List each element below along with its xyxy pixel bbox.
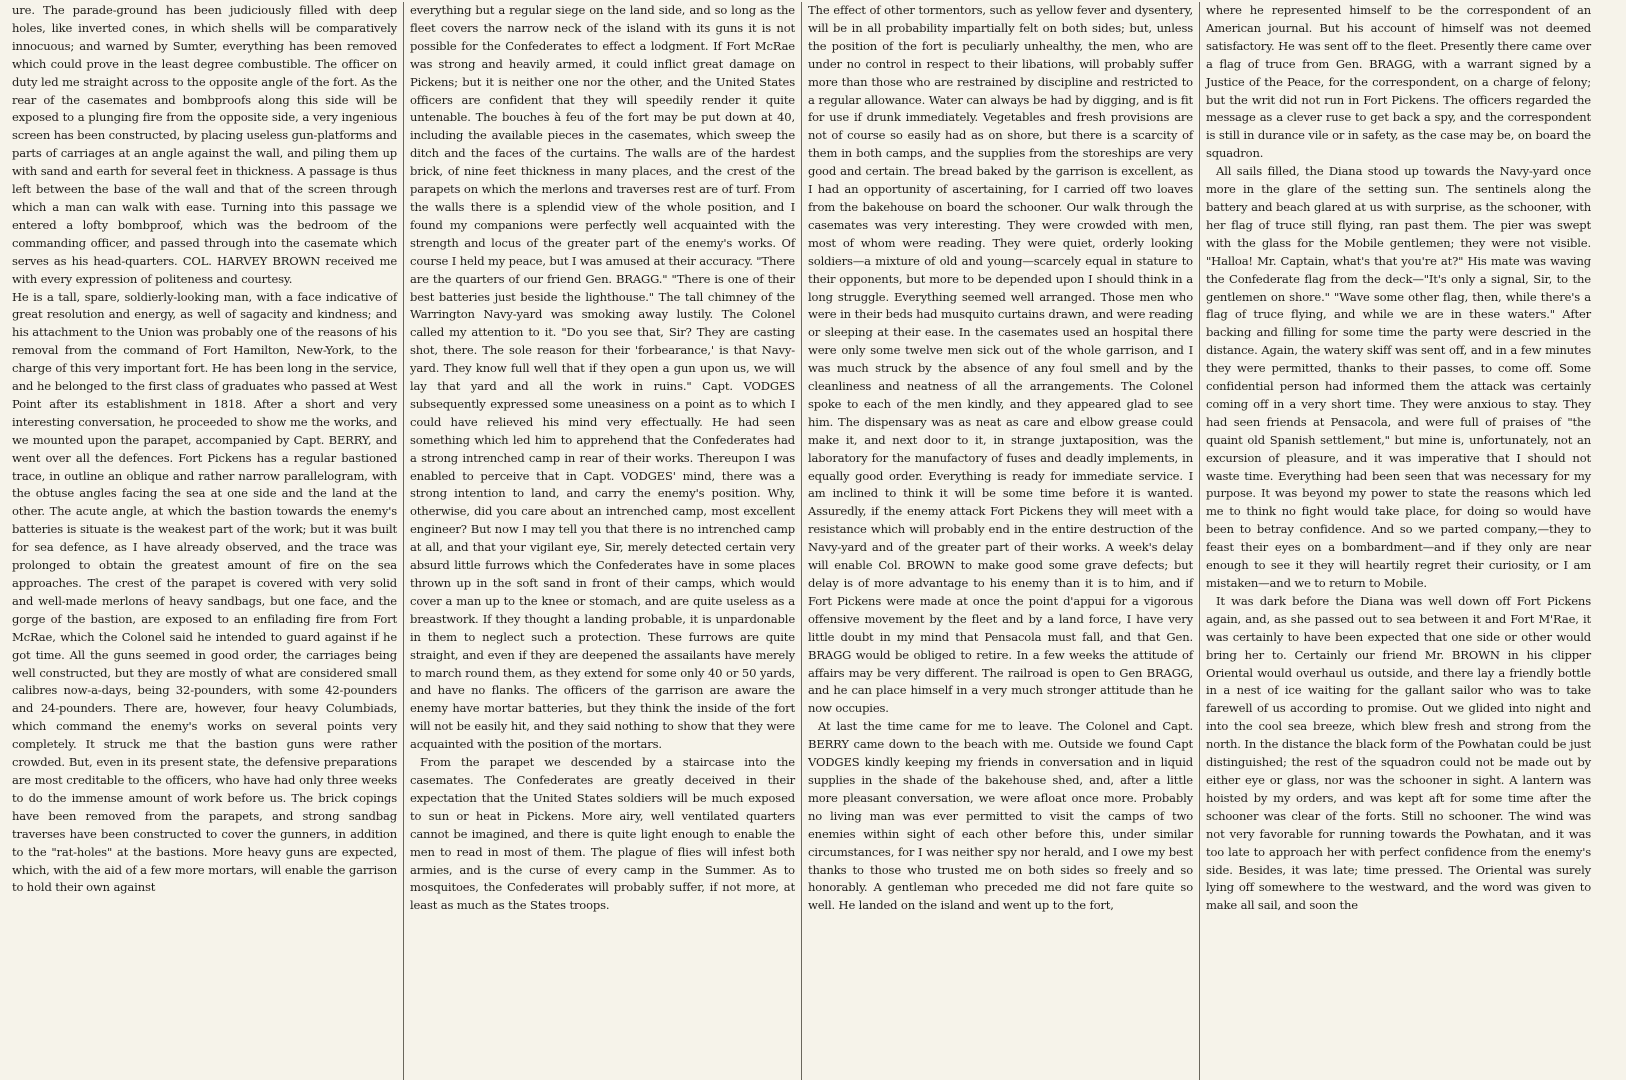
paragraph: He is a tall, spare, soldierly-looking man, with a face indicative of great resolution and energy, as well of sagacity and kindness; and his attachment to the Union was probably one of the reasons of his removal from the command of Fort Hamilton, New-York, to the charge of this very important fort. He has been long in the service, and he belonged to the first class of graduates who passed at West Point after its establishment in 1818. After a short and very interesting conversation, he proceeded to show me the works, and we mounted upon the parapet, accompanied by Capt. BERRY, and went over all the defences. Fort Pickens has a regular bastioned trace, in outline an oblique and rather narrow parallelogram, with the obtuse angles facing the sea at one side and the land at the other. The acute angle, at which the bastion towards the enemy's batteries is situate is the weakest part of the work; but it was built for sea defence, as I have already observed, and the trace was prolonged to obtain the greatest amount of fire on the sea approaches. The crest of the parapet is covered with very solid and well-made merlons of heavy sandbags, but one face, and the gorge of the bastion, are exposed to an enfilading fire from Fort McRae, which the Colonel said he intended to guard against if he got time. All the guns seemed in good order, the carriages being well constructed, but they are mostly of what are considered small calibres now-a-days, being 32-pounders, with some 42-pounders and 24-pounders. There are, however, four heavy Columbiads, which command the enemy's works on several points very completely. It struck me that the bastion guns were rather crowded. But, even in its present state, the defensive preparations are most creditable to the officers, who have had only three weeks to do the immense amount of work before us. The brick copings have been removed from the parapets, and strong sandbag traverses have been constructed to cover the gunners, in addition to the "rat-holes" at the bastions. More heavy guns are expected, which, with the aid of a few more mortars, will enable the garrison to hold their own against	[12, 289, 397, 895]
paragraph: The effect of other tormentors, such as yellow fever and dysentery, will be in all probability impartially felt on both sides; but, unless the position of the fort is peculiarly unhealthy, the men, who are under no control in respect to their libations, will probably suffer more than those who are restrained by discipline and restricted to a regular allowance. Water can always be had by digging, and is fit for use if drunk immediately. Vegetables and fresh provisions are not of course so easily had as on shore, but there is a scarcity of them in both camps, and the supplies from the storeships are very good and certain. The bread baked by the garrison is excellent, as I had an opportunity of ascertaining, for I carried off two loaves from the bakehouse on board the schooner. Our walk through the casemates was very interesting. They were crowded with men, most of whom were reading. They were quiet, orderly looking soldiers—a mixture of old and young—scarcely equal in stature to their opponents, but more to be depended upon I should think in a long struggle. Everything seemed well arranged. Those men who were in their beds had musquito curtains drawn, and were reading or sleeping at their ease. In the casemates used an hospital there were only some twelve men sick out of the whole garrison, and I was much struck by the absence of any foul smell and by the cleanliness and neatness of all the arrangements. The Colonel spoke to each of the men kindly, and they appeared glad to see him. The dispensary was as neat as care and elbow grease could make it, and next door to it, in strange juxtaposition, was the laboratory for the manufactory of fuses and deadly implements, in equally good order. Everything is ready for immediate service. I am inclined to think it will be some time before it is wanted. Assuredly, if the enemy attack Fort Pickens they will meet with a resistance which will probably end in the entire destruction of the Navy-yard and of the greater part of their works. A week's delay will enable Col. BROWN to make good some grave defects; but delay is of more advantage to his enemy than it is to him, and if Fort Pickens were made at once the point d'appui for a vigorous offensive movement by the fleet and by a land force, I have very little doubt in my mind that Pensacola must fall, and that Gen. BRAGG would be obliged to retire. In a few weeks the attitude of affairs may be very different. The railroad is open to Gen BRAGG, and he can place himself in a very much stronger attitude than he now occupies.	[808, 3, 1193, 716]
paragraph: ure. The parade-ground has been judiciously filled with deep holes, like inverted cones, in which shells will be comparatively innocuous; and warned by Sumter, everything has been removed which could prove in the least degree combustible. The officer on duty led me straight across to the opposite angle of the fort. As the rear of the casemates and bombproofs along this side will be exposed to a plunging fire from the opposite side, a very ingenious screen has been constructed, by placing useless gun-platforms and parts of carriages at an angle against the wall, and piling them up with sand and earth for several feet in thickness. A passage is thus left between the base of the wall and that of the screen through which a man can walk with ease. Turning into this passage we entered a lofty bombproof, which was the bedroom of the commanding officer, and passed through into the casemate which serves as his head-quarters. COL. HARVEY BROWN received me with every expression of politeness and courtesy.	[12, 3, 397, 286]
paragraph: everything but a regular siege on the land side, and so long as the fleet covers the narrow neck of the island with its guns it is not possible for the Confederates to effect a lodgment. If Fort McRae was strong and heavily armed, it could inflict great damage on Pickens; but it is neither one nor the other, and the United States officers are confident that they will speedily render it quite untenable. The bouches à feu of the fort may be put down at 40, including the available pieces in the casemates, which sweep the ditch and the faces of the curtains. The walls are of the hardest brick, of nine feet thickness in many places, and the crest of the parapets on which the merlons and traverses rest are of turf. From the walls there is a splendid view of the whole position, and I found my companions were perfectly well acquainted with the strength and locus of the greater part of the enemy's works. Of course I held my peace, but I was amused at their accuracy. "There are the quarters of our friend Gen. BRAGG." "There is one of their best batteries just beside the lighthouse." The tall chimney of the Warrington Navy-yard was smoking away lustily. The Colonel called my attention to it. "Do you see that, Sir? They are casting shot, there. The sole reason for their 'forbearance,' is that Navy-yard. They know full well that if they open a gun upon us, we will lay that yard and all the work in ruins." Capt. VODGES subsequently expressed some uneasiness on a point as to which I could have relieved his mind very effectually. He had seen something which led him to apprehend that the Confederates had a strong intrenched camp in rear of their works. Thereupon I was enabled to perceive that in Capt. VODGES' mind, there was a strong intention to land, and carry the enemy's position. Why, otherwise, did you care about an intrenched camp, most excellent engineer? But now I may tell you that there is no intrenched camp at all, and that your vigilant eye, Sir, merely detected certain very absurd little furrows which the Confederates have in some places thrown up in the soft sand in front of their camps, which would cover a man up to the knee or stomach, and are quite useless as a breastwork. If they thought a landing probable, it is unpardonable in them to neglect such a protection. These furrows are quite straight, and even if they are deepened the assailants have merely to march round them, as they extend for some only 40 or 50 yards, and have no flanks. The officers of the garrison are aware the enemy have mortar batteries, but they think the inside of the fort will not be easily hit, and they said nothing to show that they were acquainted with the position of the mortars.	[410, 3, 795, 752]
paragraph: At last the time came for me to leave. The Colonel and Capt. BERRY came down to the beach with me. Outside we found Capt VODGES kindly keeping my friends in conversation and in liquid supplies in the shade of the bakehouse shed, and, after a little more pleasant conversation, we were afloat once more. Probably no living man was ever permitted to visit the camps of two enemies within sight of each other before this, under similar circumstances, for I was neither spy nor herald, and I owe my best thanks to those who trusted me on both sides so freely and so honorably. A gentleman who preceded me did not fare quite so well. He landed on the island and went up to the fort,	[808, 719, 1193, 913]
column-4	[1200, 2, 1597, 1080]
paragraph: It was dark before the Diana was well down off Fort Pickens again, and, as she passed out to sea between it and Fort M'Rae, it was certainly to have been expected that one side or other would bring her to. Certainly our friend Mr. BROWN in his clipper Oriental would overhaul us outside, and there lay a friendly bottle in a nest of ice waiting for the gallant sailor who was to take farewell of us according to promise. Out we glided into night and into the cool sea breeze, which blew fresh and strong from the north. In the distance the black form of the Powhatan could be just distinguished; the rest of the squadron could not be made out by either eye or glass, nor was the schooner in sight. A lantern was hoisted by my orders, and was kept aft for some time after the schooner was clear of the forts. Still no schooner. The wind was not very favorable for running towards the Powhatan, and it was too late to approach her with perfect confidence from the enemy's side. Besides, it was late; time pressed. The Oriental was surely lying off somewhere to the westward, and the word was given to make all sail, and soon the	[1206, 593, 1591, 913]
paragraph: All sails filled, the Diana stood up towards the Navy-yard once more in the glare of the setting sun. The sentinels along the battery and beach glared at us with surprise, as the schooner, with her flag of truce still flying, ran past them. The pier was swept with the glass for the Mobile gentlemen; they were not visible. "Halloa! Mr. Captain, what's that you're at?" His mate was waving the Confederate flag from the deck—"It's only a signal, Sir, to the gentlemen on shore." "Wave some other flag, then, while there's a flag of truce flying, and while we are in these waters." After backing and filling for some time the party were descried in the distance. Again, the watery skiff was sent off, and in a few minutes they were permitted, thanks to their passes, to come off. Some confidential person had informed them the attack was certainly coming off in a very short time. They were anxious to stay. They had seen friends at Pensacola, and were full of praises of "the quaint old Spanish settlement," but mine is, unfortunately, not an excursion of pleasure, and it was imperative that I should not waste time. Everything had been seen that was necessary for my purpose. It was beyond my power to state the reasons which led me to think no fight would take place, for doing so would have been to betray confidence. And so we parted company,—they to feast their eyes on a bombardment—and if they only are near enough to see it they will heartily regret their curiosity, or I am mistaken—and we to return to Mobile.	[1206, 164, 1591, 590]
paragraph: where he represented himself to be the correspondent of an American journal. But his account of himself was not deemed satisfactory. He was sent off to the fleet. Presently there came over a flag of truce from Gen. BRAGG, with a warrant signed by a Justice of the Peace, for the correspondent, on a charge of felony; but the writ did not run in Fort Pickens. The officers regarded the message as a clever ruse to get back a spy, and the correspondent is still in durance vile or in safety, as the case may be, on board the squadron.	[1206, 3, 1591, 161]
paragraph: From the parapet we descended by a staircase into the casemates. The Confederates are greatly deceived in their expectation that the United States soldiers will be much exposed to sun or heat in Pickens. More airy, well ventilated quarters cannot be imagined, and there is quite light enough to enable the men to read in most of them. The plague of flies will infest both armies, and is the curse of every camp in the Summer. As to mosquitoes, the Confederates will probably suffer, if not more, at least as much as the States troops.	[410, 755, 795, 913]
column-1	[6, 2, 403, 1080]
column-2	[404, 2, 801, 1080]
column-3	[802, 2, 1199, 1080]
